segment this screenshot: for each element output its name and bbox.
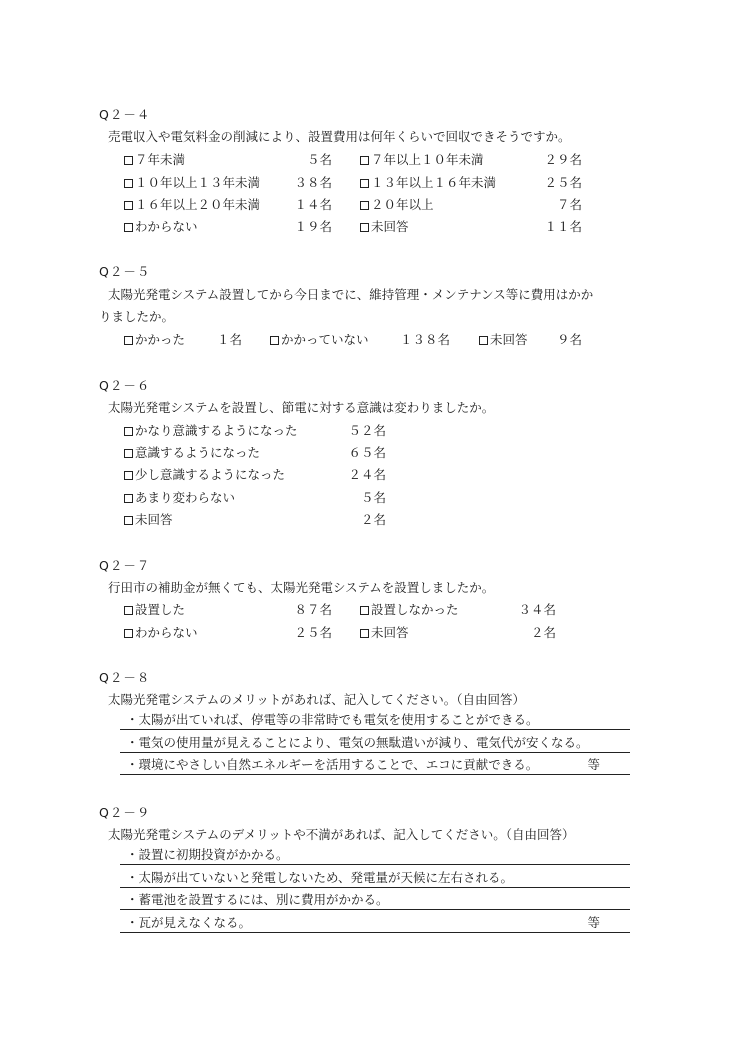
answer-text: ・瓦が見えなくなる。 [126,915,252,930]
checkbox-icon [124,516,133,525]
option-count: ８７名 [294,602,332,617]
answer-line [120,869,630,888]
option-label: 意識するようになった [124,445,260,461]
option-count: １名 [216,332,242,347]
question-id: Q２－６ [99,378,151,393]
option-count: １３８名 [399,332,450,347]
option-label: ２０年以上 [360,197,434,213]
option-count: ２５名 [544,175,582,190]
answer-text: ・電気の使用量が見えることにより、電気の無駄遣いが減り、電気代が安くなる。 [126,735,589,750]
option-count: ６５名 [348,445,386,460]
answer-line [120,914,630,933]
etc-label: 等 [587,757,600,772]
option-count: ５名 [306,152,332,167]
question-id: Q２－９ [99,805,151,820]
option-label: 未回答 [360,625,409,641]
checkbox-icon [124,223,133,232]
answer-line [120,891,630,910]
answer-line [120,846,630,865]
answer-text: ・太陽が出ていないと発電しないため、発電量が天候に左右される。 [126,870,514,885]
question-id: Q２－４ [99,107,151,122]
checkbox-icon [124,156,133,165]
answer-line [120,711,630,730]
option-count: ９名 [556,332,582,347]
answer-text: ・太陽が出ていれば、停電等の非常時でも電気を使用することができる。 [126,712,539,727]
checkbox-icon [124,494,133,503]
question-text: 太陽光発電システム設置してから今日までに、維持管理・メンテナンス等に費用はかか [108,287,594,302]
option-count: ２５名 [294,625,332,640]
option-label: 未回答 [479,332,528,348]
checkbox-icon [360,179,369,188]
option-label: １３年以上１６年未満 [360,175,496,191]
question-text: 売電収入や電気料金の削減により、設置費用は何年くらいで回収できそうですか。 [108,129,571,144]
option-count: ２名 [530,625,556,640]
option-count: １４名 [294,197,332,212]
checkbox-icon [360,156,369,165]
option-count: ２４名 [348,467,386,482]
checkbox-icon [124,471,133,480]
option-label: かかっていない [270,332,369,348]
answer-text: ・環境にやさしい自然エネルギーを活用することで、エコに貢献できる。 [126,757,539,772]
option-label: ７年未満 [124,152,185,168]
option-count: ３４名 [518,602,556,617]
question-text: 太陽光発電システムのメリットがあれば、記入してください。（自由回答） [108,692,526,707]
checkbox-icon [124,179,133,188]
option-label: １０年以上１３年未満 [124,175,260,191]
option-count: １１名 [544,219,582,234]
checkbox-icon [360,629,369,638]
option-count: ２名 [360,512,386,527]
question-id: Q２－７ [99,558,151,573]
option-label: 未回答 [124,512,173,528]
question-id: Q２－８ [99,670,151,685]
option-count: １９名 [294,219,332,234]
option-count: ３８名 [294,175,332,190]
answer-line [120,756,630,775]
question-id: Q２－５ [99,264,151,279]
checkbox-icon [124,606,133,615]
option-count: ５名 [360,490,386,505]
option-label: わからない [124,625,198,641]
checkbox-icon [124,201,133,210]
option-count: ７名 [556,197,582,212]
checkbox-icon [270,336,279,345]
checkbox-icon [479,336,488,345]
option-label: ７年以上１０年未満 [360,152,484,168]
option-label: 設置した [124,602,185,618]
checkbox-icon [124,449,133,458]
question-text: 太陽光発電システムを設置し、節電に対する意識は変わりましたか。 [108,400,495,415]
option-label: 設置しなかった [360,602,459,618]
option-label: かなり意識するようになった [124,423,298,439]
checkbox-icon [360,201,369,210]
checkbox-icon [124,336,133,345]
option-label: 未回答 [360,219,409,235]
question-text: 行田市の補助金が無くても、太陽光発電システムを設置しましたか。 [108,580,495,595]
option-label: あまり変わらない [124,490,235,506]
option-label: 少し意識するようになった [124,467,285,483]
answer-line [120,734,630,753]
option-label: わからない [124,219,198,235]
checkbox-icon [360,606,369,615]
option-count: ５２名 [348,423,386,438]
option-label: １６年以上２０年未満 [124,197,260,213]
checkbox-icon [360,223,369,232]
option-count: ２９名 [544,152,582,167]
option-label: かかった [124,332,185,348]
checkbox-icon [124,427,133,436]
etc-label: 等 [587,915,600,930]
question-text: 太陽光発電システムのデメリットや不満があれば、記入してください。（自由回答） [108,827,575,842]
answer-text: ・設置に初期投資がかかる。 [126,847,289,862]
checkbox-icon [124,629,133,638]
question-text: りましたか。 [99,309,175,324]
answer-text: ・蓄電池を設置するには、別に費用がかかる。 [126,892,389,907]
